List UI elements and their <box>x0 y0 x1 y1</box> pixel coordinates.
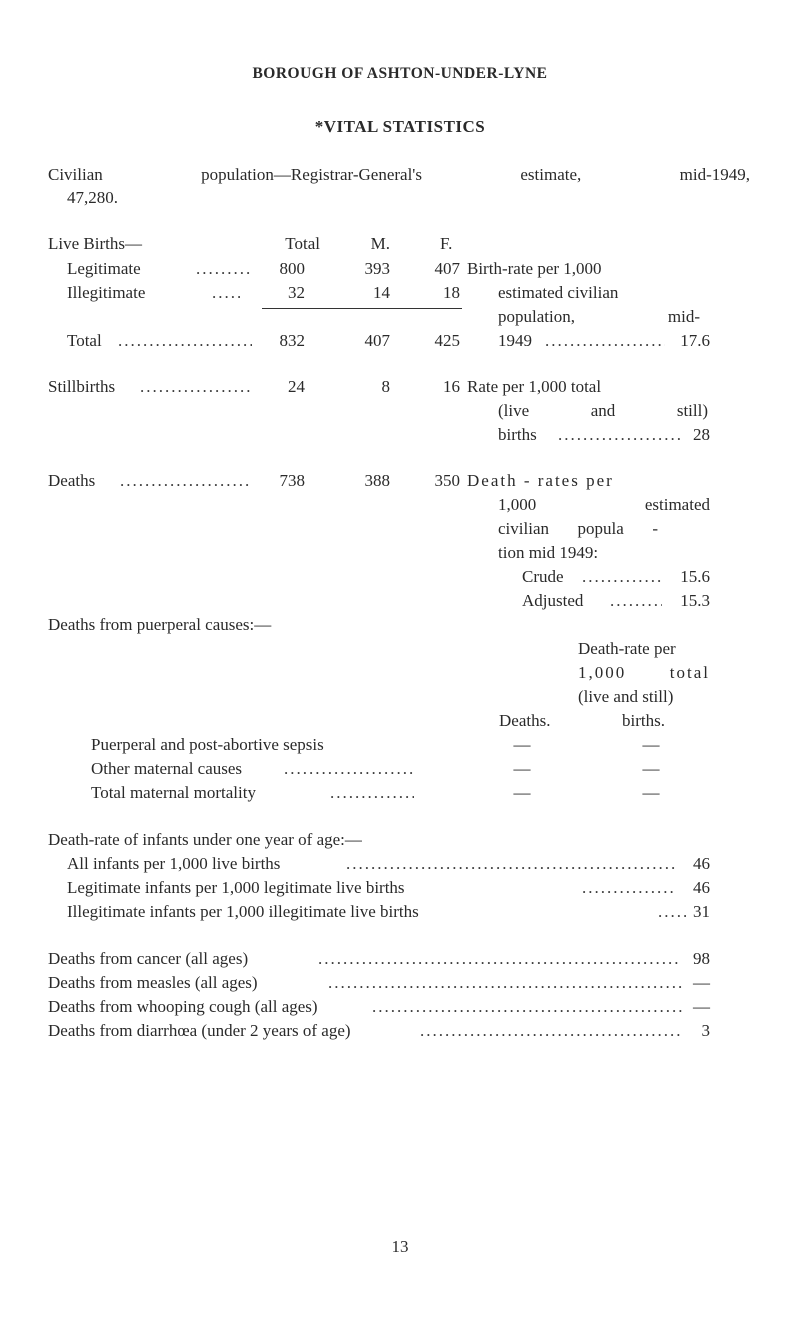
legitimate-leader <box>196 260 252 277</box>
deaths-f: 350 <box>434 471 460 490</box>
death-rates-line-1: Death - rates per <box>467 471 614 490</box>
population-line-1: Civilian population—Registrar-General's estimate, mid-1949, <box>48 165 750 184</box>
crude-leader <box>582 568 662 585</box>
cause-row-label: Deaths from cancer (all ages) <box>48 949 249 968</box>
illegitimate-label: Illegitimate <box>67 283 146 302</box>
infant-row-leader <box>346 855 676 872</box>
col-f-header: F. <box>440 234 453 253</box>
cause-row-value: — <box>693 997 710 1016</box>
birth-rate-line-2: estimated civilian <box>498 283 619 302</box>
legitimate-total: 800 <box>279 259 305 278</box>
stillbirths-f: 16 <box>443 377 460 396</box>
puerperal-row-label: Puerperal and post-abortive sepsis <box>91 735 324 754</box>
stillbirths-leader <box>140 378 252 395</box>
infant-row-leader <box>582 879 676 896</box>
puerperal-row-leader <box>330 784 414 801</box>
cause-row-leader <box>318 950 678 967</box>
legitimate-label: Legitimate <box>67 259 141 278</box>
stillbirths-total: 24 <box>288 377 305 396</box>
legitimate-f: 407 <box>434 259 460 278</box>
adjusted-label: Adjusted <box>522 591 584 610</box>
cause-row-label: Deaths from measles (all ages) <box>48 973 258 992</box>
infant-heading: Death-rate of infants under one year of age:— <box>48 830 362 849</box>
puerperal-row-rate: — <box>642 783 660 802</box>
total-label: Total <box>67 331 102 350</box>
cause-row-label: Deaths from diarrhœa (under 2 years of age) <box>48 1021 351 1040</box>
total-m: 407 <box>364 331 390 350</box>
puerperal-col-births: births. <box>622 711 665 730</box>
infant-row-label: Legitimate infants per 1,000 legitimate live births <box>67 878 405 897</box>
total-leader <box>118 332 252 349</box>
illegitimate-total: 32 <box>288 283 305 302</box>
col-total-header: Total <box>285 234 320 253</box>
puerperal-rate-header-2: 1,000 total <box>578 663 710 682</box>
puerperal-row-deaths: — <box>513 735 531 754</box>
stillbirths-label: Stillbirths <box>48 377 116 396</box>
birth-rate-line-4: 1949 <box>498 331 532 350</box>
deaths-m: 388 <box>364 471 390 490</box>
cause-row-value: 98 <box>693 949 710 968</box>
total-f: 425 <box>434 331 460 350</box>
illegitimate-leader <box>212 284 240 301</box>
borough-title: BOROUGH OF ASHTON-UNDER-LYNE <box>252 65 548 82</box>
cause-row-label: Deaths from whooping cough (all ages) <box>48 997 318 1016</box>
still-rate-line-1: Rate per 1,000 total <box>467 377 602 396</box>
col-m-header: M. <box>370 234 390 253</box>
puerperal-rate-header-1: Death-rate per <box>578 639 676 658</box>
adjusted-leader <box>610 592 662 609</box>
infant-row-value: 31 <box>693 902 710 921</box>
puerperal-heading: Deaths from puerperal causes:— <box>48 615 272 634</box>
birth-rate-leader <box>545 332 665 349</box>
birth-rate-line-1: Birth-rate per 1,000 <box>467 259 602 278</box>
total-total: 832 <box>279 331 305 350</box>
adjusted-value: 15.3 <box>680 591 710 610</box>
death-rates-line-4: tion mid 1949: <box>498 543 599 562</box>
death-rates-line-2: 1,000 estimated <box>498 495 710 514</box>
cause-row-leader <box>420 1022 682 1039</box>
puerperal-row-leader <box>284 760 414 777</box>
page-number: 13 <box>391 1237 409 1256</box>
deaths-leader <box>120 472 252 489</box>
infant-row-value: 46 <box>693 878 710 897</box>
puerperal-row-label: Total maternal mortality <box>91 783 256 802</box>
live-births-label: Live Births— <box>48 234 142 253</box>
illegitimate-m: 14 <box>373 283 390 302</box>
death-rates-line-3: civilian popula - <box>498 519 658 538</box>
page-title: *VITAL STATISTICS <box>314 117 486 136</box>
still-rate-value: 28 <box>693 425 710 444</box>
puerperal-rate-header-3: (live and still) <box>578 687 674 706</box>
stillbirths-m: 8 <box>381 377 390 396</box>
cause-row-value: 3 <box>701 1021 710 1040</box>
cause-row-leader <box>372 998 682 1015</box>
crude-label: Crude <box>522 567 564 586</box>
population-line-2: 47,280. <box>67 188 118 207</box>
puerperal-row-deaths: — <box>513 783 531 802</box>
infant-row-label: All infants per 1,000 live births <box>67 854 281 873</box>
infant-row-value: 46 <box>693 854 710 873</box>
cause-row-value: — <box>693 973 710 992</box>
birth-rate-value: 17.6 <box>680 331 710 350</box>
legitimate-m: 393 <box>364 259 390 278</box>
puerperal-row-rate: — <box>642 759 660 778</box>
infant-row-label: Illegitimate infants per 1,000 illegitimate live births <box>67 902 419 921</box>
subtotal-rule <box>262 308 462 309</box>
puerperal-row-rate: — <box>642 735 660 754</box>
birth-rate-line-3: population, mid- <box>498 307 700 326</box>
puerperal-col-deaths: Deaths. <box>499 711 551 730</box>
deaths-label: Deaths <box>48 471 96 490</box>
still-rate-line-2: (live and still) <box>498 401 708 420</box>
illegitimate-f: 18 <box>443 283 460 302</box>
deaths-total: 738 <box>279 471 305 490</box>
puerperal-row-deaths: — <box>513 759 531 778</box>
puerperal-row-label: Other maternal causes <box>91 759 243 778</box>
cause-row-leader <box>328 974 682 991</box>
crude-value: 15.6 <box>680 567 710 586</box>
still-rate-line-3: births <box>498 425 537 444</box>
